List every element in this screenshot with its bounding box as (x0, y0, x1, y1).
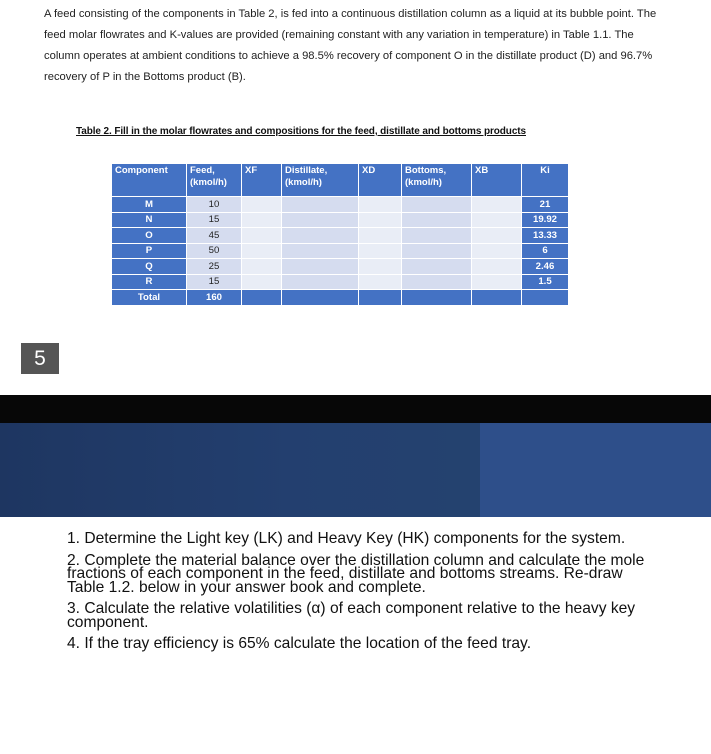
table-row (112, 259, 569, 275)
component-cell: M (112, 197, 187, 213)
component-cell: N (112, 212, 187, 228)
table-row (112, 274, 569, 290)
header-bottoms: Bottoms, (kmol/h) (402, 164, 472, 197)
question-1: 1. Determine the Light key (LK) and Heavy Key (HK) components for the system. (67, 530, 626, 547)
header-feed: Feed, (kmol/h) (187, 164, 242, 197)
header-xf: XF (242, 164, 282, 197)
table-total-row (112, 290, 569, 306)
page-number-badge: 5 (21, 343, 59, 374)
question-2: 2. Complete the material balance over the distillation column and calculate the mole fractions of each component in the feed, distillate and bottoms streams. Re-draw Table 1.2. below in your answer book and complete. (67, 551, 645, 596)
feed-cell: 15 (187, 212, 242, 228)
feed-cell: 25 (187, 259, 242, 275)
ki-cell: 19.92 (522, 212, 569, 228)
ki-cell: 2.46 (522, 259, 569, 275)
header-xd: XD (359, 164, 402, 197)
ki-cell: 1.5 (522, 274, 569, 290)
total-label: Total (112, 290, 187, 306)
question-3: 3. Calculate the relative volatilities (α) of each component relative to the heavy key component. (67, 600, 636, 631)
component-cell: R (112, 274, 187, 290)
banner-black-strip (0, 395, 711, 423)
table-row (112, 228, 569, 244)
component-cell: O (112, 228, 187, 244)
table-caption: Table 2. Fill in the molar flowrates and compositions for the feed, distillate and bottoms products (76, 126, 526, 137)
header-xb: XB (472, 164, 522, 197)
table-row (112, 212, 569, 228)
ki-cell: 21 (522, 197, 569, 213)
header-ki: Ki (522, 164, 569, 197)
header-distillate: Distillate, (kmol/h) (282, 164, 359, 197)
component-cell: Q (112, 259, 187, 275)
header-component: Component (112, 164, 187, 197)
composition-table (111, 163, 569, 306)
intro-paragraph: A feed consisting of the components in Table 2, is fed into a continuous distillation column as a liquid at its bubble point. The feed molar flowrates and K-values are provided (remaining constant with any variation in temperature) in Table 1.1. The column operates at ambient conditions to achieve a 98.5% recovery of component O in the distillate product (D) and 96.7% recovery of P in the Bottoms product (B). (44, 8, 657, 83)
ki-cell: 13.33 (522, 228, 569, 244)
feed-cell: 50 (187, 243, 242, 259)
total-feed: 160 (187, 290, 242, 306)
feed-cell: 45 (187, 228, 242, 244)
table-row (112, 243, 569, 259)
feed-cell: 10 (187, 197, 242, 213)
component-cell: P (112, 243, 187, 259)
ki-cell: 6 (522, 243, 569, 259)
question-4: 4. If the tray efficiency is 65% calculate the location of the feed tray. (67, 635, 532, 652)
table-header-row (112, 164, 569, 197)
questions-list (67, 532, 647, 659)
feed-cell: 15 (187, 274, 242, 290)
table-row (112, 197, 569, 213)
blue-banner (0, 423, 711, 517)
